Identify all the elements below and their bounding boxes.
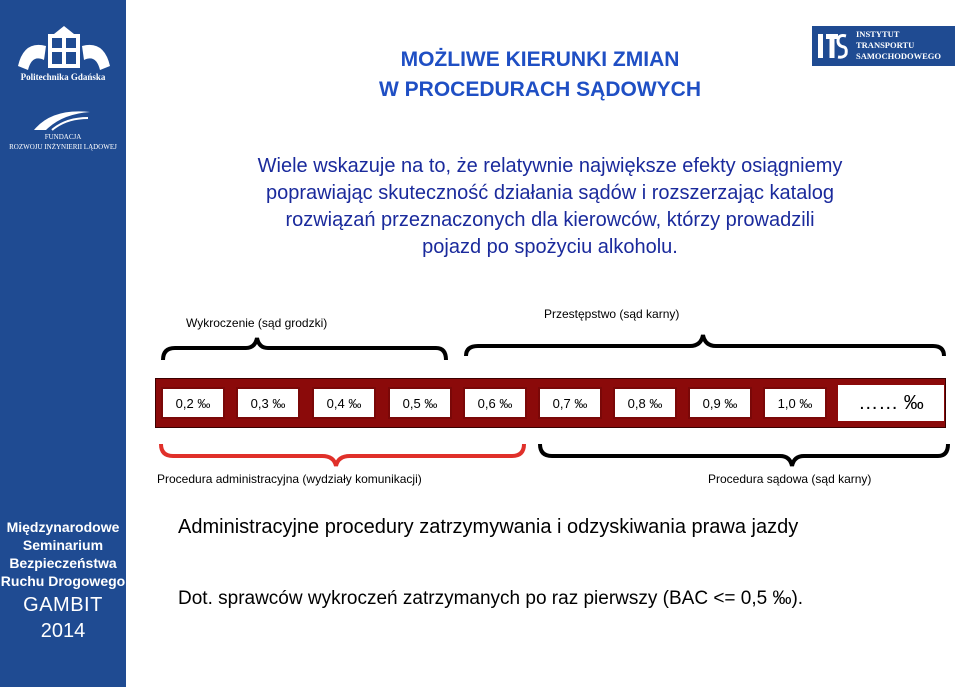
event-name: GAMBIT (23, 594, 103, 616)
left-sidebar (0, 0, 126, 687)
seminar-line-3: Bezpieczeństwa (9, 555, 117, 571)
its-line-1: INSTYTUT (856, 29, 900, 39)
crime-brace (466, 335, 944, 356)
paragraph-line-1: Wiele wskazuje na to, że relatywnie największe efekty osiągniemy (257, 155, 843, 177)
its-line-3: SAMOCHODOWEGO (856, 51, 942, 61)
bac-value-cell: 0,2 ‰ (161, 387, 225, 419)
bac-value-cell: 0,6 ‰ (463, 387, 527, 419)
bac-scale-bar (155, 378, 946, 428)
its-line-2: TRANSPORTU (856, 40, 915, 50)
paragraph-line-4: pojazd po spożyciu alkoholu. (422, 236, 678, 258)
bac-value-cell: 0,5 ‰ (388, 387, 452, 419)
offense-brace (163, 338, 446, 360)
offense-label: Wykroczenie (sąd grodzki) (186, 316, 328, 330)
paragraph-line-2: poprawiając skuteczność działania sądów i rozszerzając katalog (265, 182, 835, 204)
bac-value-cell: 0,3 ‰ (236, 387, 300, 419)
court-procedure-brace (540, 444, 948, 466)
applies-to-note: Dot. sprawców wykroczeń zatrzymanych po raz pierwszy (BAC <= 0,5 ‰). (178, 588, 804, 609)
bac-value-cell: 0,7 ‰ (538, 387, 602, 419)
paragraph-line-3: rozwiązań przeznaczonych dla kierowców, którzy prowadzili (285, 209, 815, 231)
event-year: 2014 (40, 620, 86, 642)
title-line-1: MOŻLIWE KIERUNKI ZMIAN (400, 48, 680, 71)
admin-procedure-brace (161, 444, 524, 466)
bac-value-cell: 1,0 ‰ (763, 387, 827, 419)
its-mark-icon (816, 30, 848, 62)
seminar-line-2: Seminarium (22, 537, 104, 553)
admin-procedures-heading: Administracyjne procedury zatrzymywania i odzyskiwania prawa jazdy (178, 516, 799, 538)
bac-value-open-ended: …… ‰ (838, 385, 944, 421)
crime-label: Przestępstwo (sąd karny) (544, 307, 680, 321)
seminar-line-1: Międzynarodowe (6, 519, 120, 535)
foundation-name-line1: FUNDACJA (44, 133, 82, 141)
foundation-name-line2: ROZWOJU INŻYNIERII LĄDOWEJ (9, 143, 117, 151)
bac-value-cell: 0,4 ‰ (312, 387, 376, 419)
bac-value-cell: 0,8 ‰ (613, 387, 677, 419)
bac-value-cell: 0,9 ‰ (688, 387, 752, 419)
seminar-line-4: Ruchu Drogowego (0, 573, 126, 589)
university-name: Politechnika Gdańska (20, 72, 106, 82)
admin-procedure-label: Procedura administracyjna (wydziały komunikacji) (157, 472, 422, 486)
its-logo (812, 26, 955, 66)
title-line-2: W PROCEDURACH SĄDOWYCH (379, 78, 701, 101)
foundation-logo (32, 106, 92, 132)
court-procedure-label: Procedura sądowa (sąd karny) (708, 472, 872, 486)
